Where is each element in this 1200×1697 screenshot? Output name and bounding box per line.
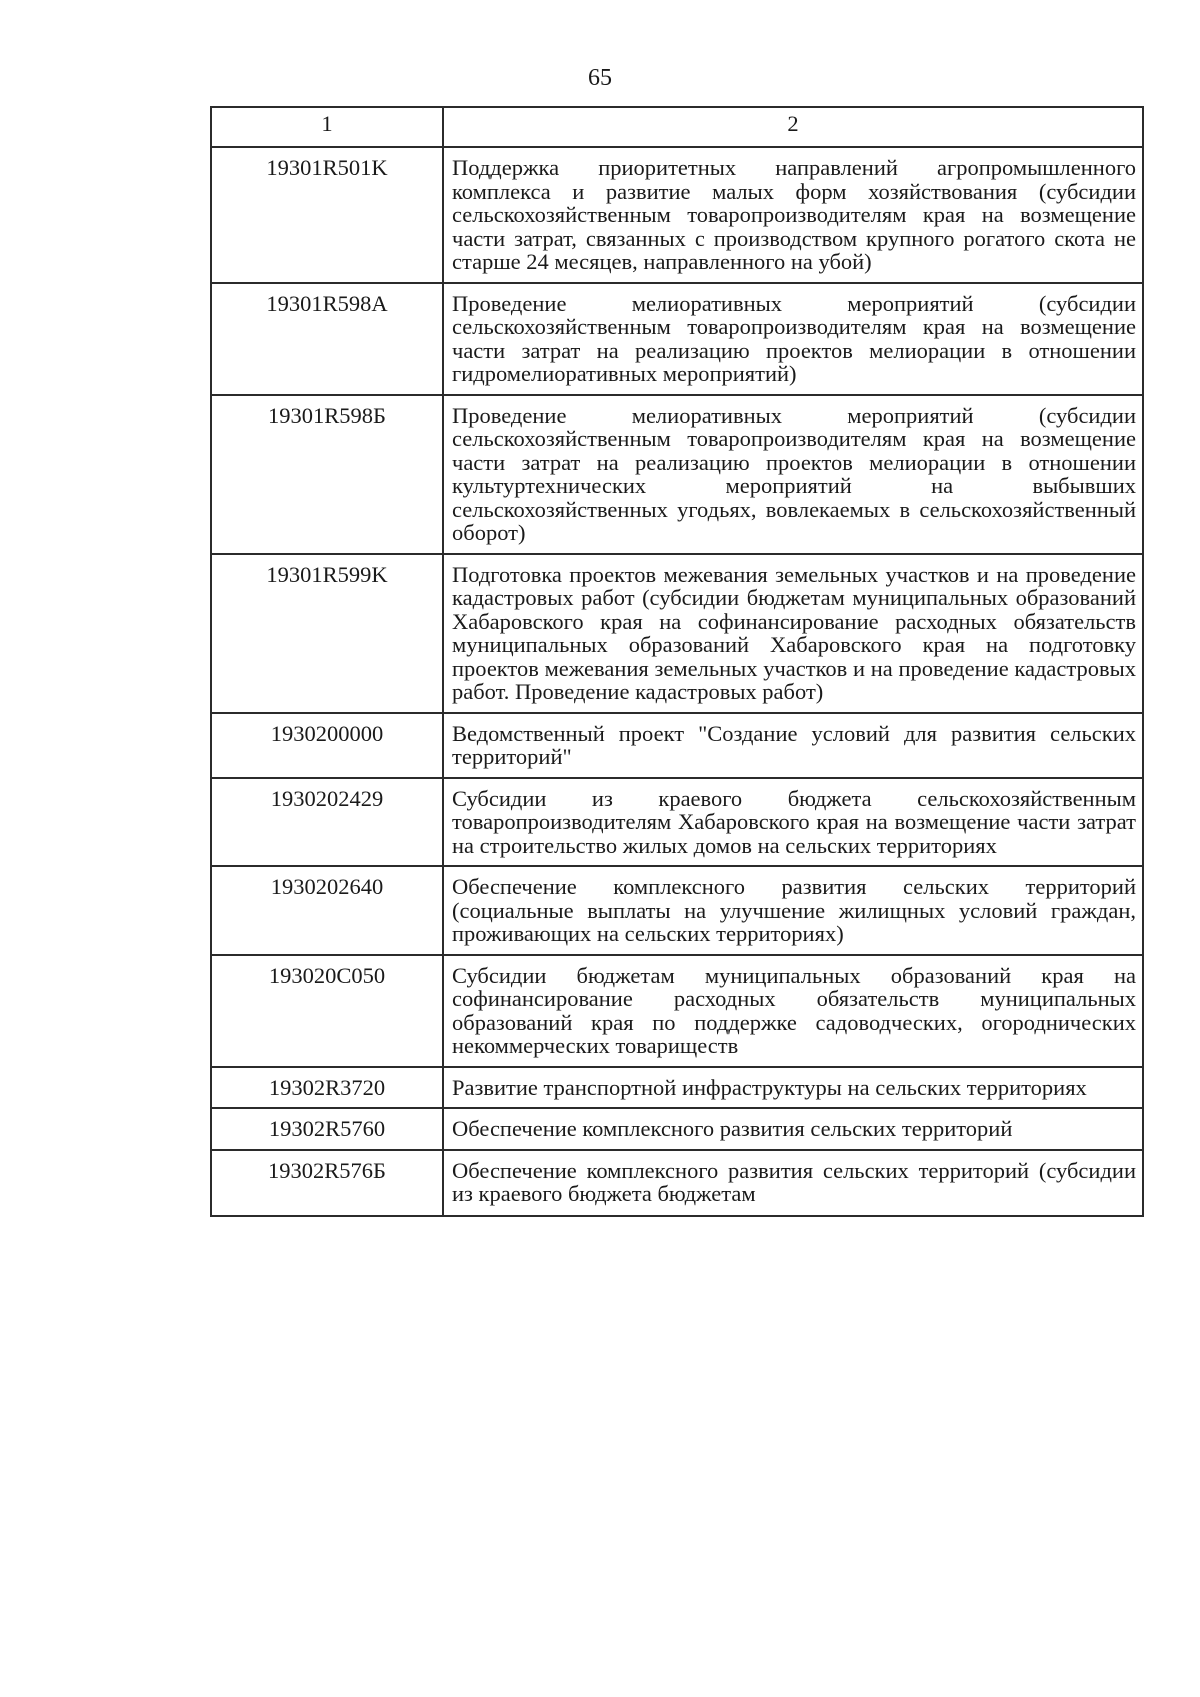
page-number: 65 [588, 65, 612, 91]
table-row [211, 955, 1143, 1067]
row-description: Развитие транспортной инфраструктуры на сельских территориях [443, 1067, 1143, 1109]
row-description: Проведение мелиоративных мероприятий (субсидии сельскохозяйственным товаропроизводителям края на возмещение части затрат на реализацию проектов мелиорации в отношении гидромелиоративных мероприятий) [443, 283, 1143, 395]
table-row [211, 283, 1143, 395]
row-description: Ведомственный проект "Создание условий для развития сельских территорий" [443, 713, 1143, 778]
table-row [211, 395, 1143, 554]
row-description: Субсидии из краевого бюджета сельскохозяйственным товаропроизводителям Хабаровского края на возмещение части затрат на строительство жилых домов на сельских территориях [443, 778, 1143, 867]
row-code: 19302R576Б [211, 1150, 443, 1216]
row-description: Обеспечение комплексного развития сельских территорий [443, 1108, 1143, 1150]
table-row [211, 1067, 1143, 1109]
row-description: Подготовка проектов межевания земельных участков и на проведение кадастровых работ (субсидии бюджетам муниципальных образований Хабаровского края на софинансирование расходных обязательств муниципальных образований Хабаровского края на подготовку проектов межевания земельных участков и на проведение кадастровых работ. Проведение кадастровых работ) [443, 554, 1143, 713]
row-description-text: Обеспечение комплексного развития сельских территорий (субсидии из краевого бюджета бюджетам [452, 1158, 1136, 1206]
row-code: 19301R599K [211, 554, 443, 713]
table-row [211, 713, 1143, 778]
row-code: 19301R598A [211, 283, 443, 395]
row-code: 1930202429 [211, 778, 443, 867]
row-description: Поддержка приоритетных направлений агропромышленного комплекса и развитие малых форм хозяйствования (субсидии сельскохозяйственным товаропроизводителям края на возмещение части затрат, связанных с производством крупного рогатого скота не старше 24 месяцев, направленного на убой) [443, 147, 1143, 283]
row-code: 193020C050 [211, 955, 443, 1067]
table-row [211, 554, 1143, 713]
table-header-row [211, 107, 1143, 147]
row-description: Проведение мелиоративных мероприятий (субсидии сельскохозяйственным товаропроизводителям края на возмещение части затрат на реализацию проектов мелиорации в отношении культуртехнических мероприятий на выбывших сельскохозяйственных угодьях, вовлекаемых в сельскохозяйственный оборот) [443, 395, 1143, 554]
column-header-1: 1 [211, 107, 443, 147]
row-code: 1930202640 [211, 866, 443, 955]
table-row [211, 1150, 1143, 1216]
row-code: 19302R3720 [211, 1067, 443, 1109]
table-row [211, 778, 1143, 867]
row-description: Субсидии бюджетам муниципальных образований края на софинансирование расходных обязательств муниципальных образований края по поддержке садоводческих, огороднических некоммерческих товариществ [443, 955, 1143, 1067]
table-row [211, 147, 1143, 283]
row-description: Обеспечение комплексного развития сельских территорий (социальные выплаты на улучшение жилищных условий граждан, проживающих на сельских территориях) [443, 866, 1143, 955]
row-description [443, 1150, 1143, 1216]
row-code: 19302R5760 [211, 1108, 443, 1150]
table-row [211, 866, 1143, 955]
budget-code-table [210, 106, 1144, 1217]
table-row [211, 1108, 1143, 1150]
row-code: 1930200000 [211, 713, 443, 778]
row-code: 19301R501K [211, 147, 443, 283]
column-header-2: 2 [443, 107, 1143, 147]
row-code: 19301R598Б [211, 395, 443, 554]
